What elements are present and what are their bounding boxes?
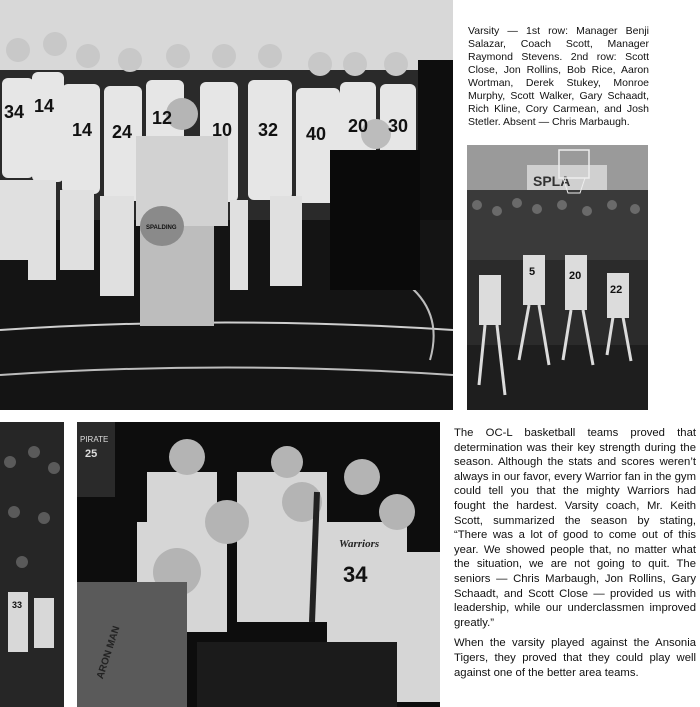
team-jersey-number: 24 <box>112 122 133 142</box>
action-jersey-number: 22 <box>610 284 623 296</box>
bench-photo <box>0 422 64 707</box>
team-jersey-number: 12 <box>152 108 173 128</box>
team-jersey-number: 32 <box>258 120 279 140</box>
action-photo <box>467 145 648 410</box>
bench-jersey-number: 33 <box>12 600 23 610</box>
team-jersey-number: 30 <box>388 116 409 136</box>
article-body <box>454 426 696 686</box>
team-jersey-number: 14 <box>34 96 55 116</box>
team-jersey-number: 14 <box>72 120 93 140</box>
sweatshirt-text: ARON MAN <box>95 624 123 681</box>
action-jersey-number: 5 <box>529 266 536 278</box>
huddle-photo <box>77 422 440 707</box>
ball-brand: SPALDING <box>146 225 177 231</box>
team-photo <box>0 0 453 410</box>
action-jersey-number: 20 <box>569 270 582 282</box>
article-paragraph: When the varsity played against the Ansonia Tigers, they proved that they could play well against one of the better area teams. <box>454 637 696 679</box>
article-paragraph: The OC-L basketball teams proved that determination was their key strength during the season. Although the stats and scores weren’t always in our favor, every Warrior fan in the gym could tell you that the mighty Warriors had fought the hardest. Varsity coach, Mr. Keith Scott, summarized the season by stating, “There was a lot of good to come out of this year. We showed people that, no matter what the situation, we are not going to quit. The seniors — Chris Marbaugh, Jon Rollins, Gary Schaadt, and Scott Close — provided us with leadership, while our underclassmen improved greatly.” <box>454 427 696 629</box>
team-jersey-number: 40 <box>306 124 327 144</box>
team-jersey-number: 10 <box>212 120 233 140</box>
team-jersey-number: 20 <box>348 116 369 136</box>
action-banner: SPLA <box>533 173 571 189</box>
team-jersey-number: 34 <box>4 102 25 122</box>
bench-jersey-number: 25 <box>85 448 98 460</box>
bench-banner: PIRATE <box>80 435 109 444</box>
huddle-jersey-script: Warriors <box>339 538 380 550</box>
huddle-jersey-number: 34 <box>343 562 368 587</box>
team-photo-caption: Varsity — 1st row: Manager Benji Salazar, Coach Scott, Manager Raymond Stevens. 2nd row: Scott Close, Jon Rollins, Bob Rice, Aaron Wortman, Derek Stukey, Monroe Murphy, Scott Walker, Gary Schaadt, Rich Kline, Cory Carmean, and Josh Stetler. Absent — Chris Marbaugh. <box>468 25 649 128</box>
